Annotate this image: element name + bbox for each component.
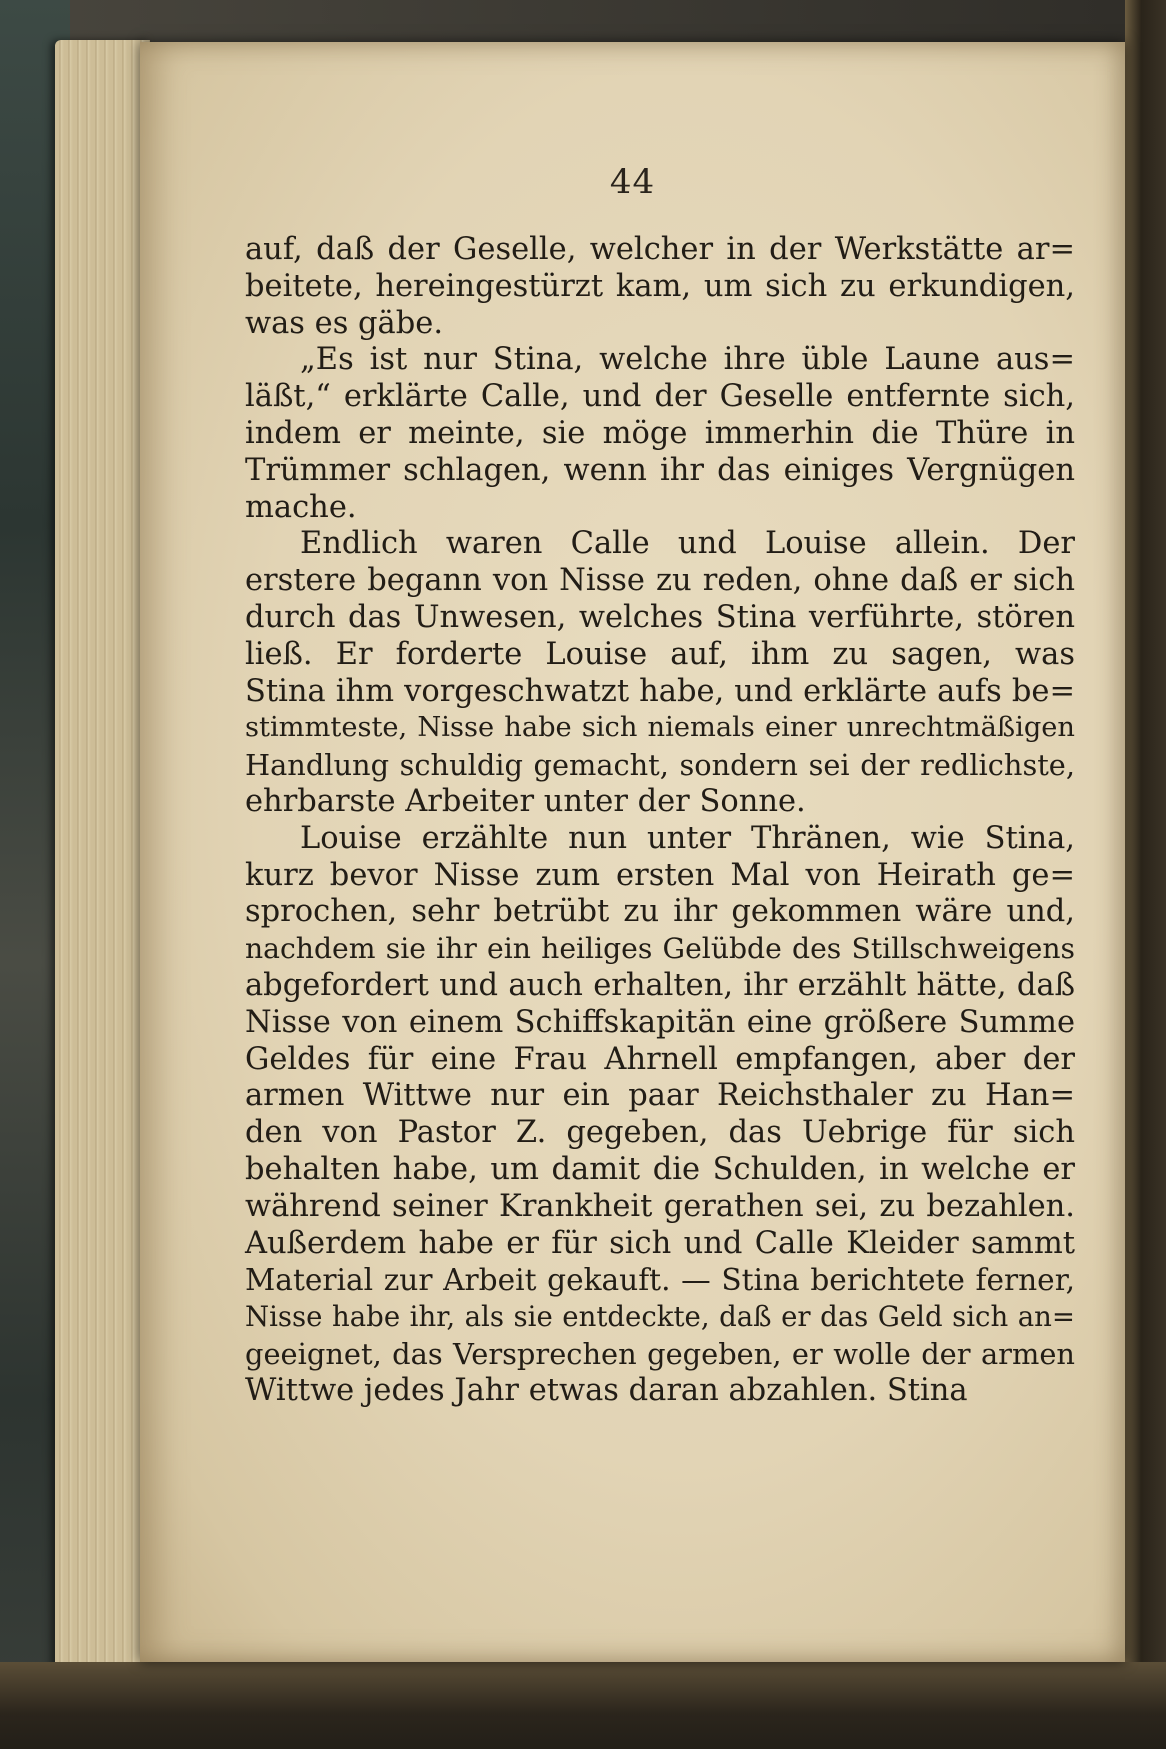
text-line: behalten habe, um damit die Schulden, in welche er xyxy=(245,1151,1075,1187)
text-line: was es gäbe. xyxy=(245,305,444,341)
text-line: Nisse von einem Schiffskapitän eine größere Summe xyxy=(245,1004,1075,1040)
text-line: erstere begann von Nisse zu reden, ohne daß er sich xyxy=(245,563,1075,599)
bottom-shadow xyxy=(0,1662,1166,1749)
text-line: Wittwe jedes Jahr etwas daran abzahlen. Stina xyxy=(245,1372,968,1408)
text-line: Nisse habe ihr, als sie entdeckte, daß er das Geld sich an= xyxy=(245,1301,1075,1334)
text-line: ließ. Er forderte Louise auf, ihm zu sagen, was xyxy=(245,636,1075,672)
text-line: armen Wittwe nur ein paar Reichsthaler zu Han= xyxy=(245,1078,1075,1114)
text-line: indem er meinte, sie möge immerhin die Thüre in xyxy=(245,415,1075,451)
text-line: Geldes für eine Frau Ahrnell empfangen, aber der xyxy=(245,1041,1075,1077)
text-line: beitete, hereingestürzt kam, um sich zu erkundigen, xyxy=(245,268,1075,304)
book-gutter xyxy=(1125,0,1166,1749)
text-line: durch das Unwesen, welches Stina verführte, stören xyxy=(245,599,1075,635)
page-edges xyxy=(55,40,150,1685)
text-line: „Es ist nur Stina, welche ihre üble Laune aus= xyxy=(300,342,1075,378)
text-line: den von Pastor Z. gegeben, das Uebrige für sich xyxy=(245,1115,1075,1151)
text-line: auf, daß der Geselle, welcher in der Werkstätte ar= xyxy=(245,232,1075,267)
text-line: geeignet, das Versprechen gegeben, er wolle der armen xyxy=(245,1336,1075,1371)
text-line: stimmteste, Nisse habe sich niemals einer unrechtmäßigen xyxy=(245,712,1075,744)
text-line: Material zur Arbeit gekauft. — Stina berichtete ferner, xyxy=(245,1263,1075,1298)
text-line: während seiner Krankheit gerathen sei, zu bezahlen. xyxy=(245,1188,1075,1224)
body-text xyxy=(245,232,1075,1410)
text-line: Stina ihm vorgeschwatzt habe, und erklärte aufs be= xyxy=(245,673,1075,709)
text-line: sprochen, sehr betrübt zu ihr gekommen wäre und, xyxy=(245,894,1075,930)
text-line: nachdem sie ihr ein heiliges Gelübde des Stillschweigens xyxy=(245,932,1075,966)
text-line: kurz bevor Nisse zum ersten Mal von Heirath ge= xyxy=(245,857,1075,893)
book-page xyxy=(140,42,1125,1662)
text-line: Handlung schuldig gemacht, sondern sei der redlichste, xyxy=(245,748,1075,783)
text-line: läßt,“ erklärte Calle, und der Geselle entfernte sich, xyxy=(245,379,1075,415)
text-line: Louise erzählte nun unter Thränen, wie Stina, xyxy=(300,820,1075,856)
text-line: Endlich waren Calle und Louise allein. Der xyxy=(300,526,1075,562)
text-line: abgefordert und auch erhalten, ihr erzählt hätte, daß xyxy=(245,967,1075,1003)
text-line: Außerdem habe er für sich und Calle Kleider sammt xyxy=(245,1225,1075,1261)
page-number: 44 xyxy=(609,162,656,202)
text-line: Trümmer schlagen, wenn ihr das einiges Vergnügen xyxy=(245,452,1075,488)
text-line: ehrbarste Arbeiter unter der Sonne. xyxy=(245,783,806,819)
text-line: mache. xyxy=(245,489,357,525)
